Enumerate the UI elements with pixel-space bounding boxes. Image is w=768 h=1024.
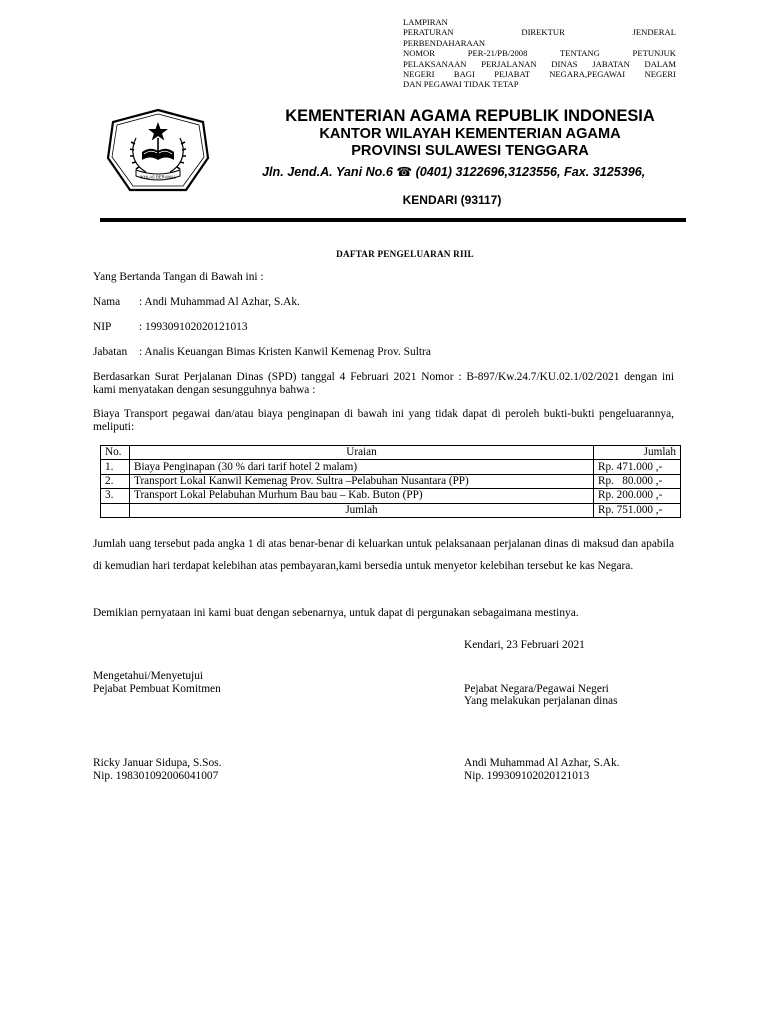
lampiran-line: PERATURAN DIREKTUR JENDERAL (403, 27, 676, 38)
table-row (101, 460, 681, 474)
field-row-nama (93, 296, 300, 309)
left-sign-title1: Mengetahui/Menyetujui (93, 670, 204, 682)
field-row-jabatan (93, 346, 431, 359)
right-sign-nip: Nip. 199309102020121013 (464, 770, 590, 782)
table-total-row (101, 503, 681, 517)
row-jumlah: Rp. 471.000 ,- (594, 460, 681, 474)
logo-motto: IKHLAS BERAMAL (139, 174, 177, 180)
spd-paragraph-line: Berdasarkan Surat Perjalanan Dinas (SPD) tanggal 4 Februari 2021 Nomor : B-897/Kw.24.7/KU.02.1/02/2021 dengan ini (93, 371, 674, 383)
total-label: Jumlah (130, 503, 594, 517)
ministry-name: KEMENTERIAN AGAMA REPUBLIK INDONESIA (285, 107, 655, 125)
left-sign-title2: Pejabat Pembuat Komitmen (93, 683, 221, 695)
field-row-nip (93, 321, 248, 334)
total-empty-cell (101, 503, 130, 517)
right-sign-title1: Pejabat Negara/Pegawai Negeri (464, 683, 609, 695)
header-jumlah: Jumlah (594, 446, 681, 460)
document-title: DAFTAR PENGELUARAN RIIL (336, 249, 474, 259)
row-jumlah: Rp. 80.000 ,- (594, 474, 681, 488)
statement-paragraph: Jumlah uang tersebut pada angka 1 di atas benar-benar di keluarkan untuk pelaksanaan perjalanan dinas di maksud dan apabila di kemudian hari terdapat kelebihan atas pembayaran,kami bersedia untuk menyetor kelebihan tersebut ke kas Negara. (93, 538, 674, 572)
header-divider (100, 218, 686, 222)
province-name: PROVINSI SULAWESI TENGGARA (351, 143, 589, 159)
header-uraian: Uraian (130, 446, 594, 460)
address-phone: (0401) 3122696,3123556, Fax. 3125396, (415, 165, 646, 179)
field-label: NIP (93, 321, 112, 333)
row-uraian: Transport Lokal Pelabuhan Murhum Bau bau – Kab. Buton (PP) (130, 489, 594, 503)
lampiran-line: NOMOR PER-21/PB/2008 TENTANG PETUNJUK (403, 48, 676, 59)
row-jumlah: Rp. 200.000 ,- (594, 489, 681, 503)
biaya-paragraph (93, 408, 674, 433)
closing-paragraph: Demikian pernyataan ini kami buat dengan sebenarnya, untuk dapat di pergunakan sebagaimana mestinya. (93, 607, 579, 619)
expense-table (100, 445, 681, 518)
left-sign-nip: Nip. 198301092006041007 (93, 770, 219, 782)
lampiran-line: LAMPIRAN (403, 17, 448, 27)
kemenag-logo (106, 108, 210, 194)
row-no: 2. (101, 474, 130, 488)
row-no: 3. (101, 489, 130, 503)
lampiran-line: PERBENDAHARAAN (403, 37, 486, 48)
address-street: Jln. Jend.A. Yani No.6 (262, 165, 393, 179)
row-uraian: Biaya Penginapan (30 % dari tarif hotel 2 malam) (130, 460, 594, 474)
field-label: Jabatan (93, 346, 128, 358)
office-address (262, 164, 645, 179)
biaya-paragraph-line: Biaya Transport pegawai dan/atau biaya penginapan di bawah ini yang tidak dapat di peroleh bukti-bukti pengeluarannya, (93, 408, 674, 420)
field-value: : 199309102020121013 (139, 321, 248, 333)
telephone-icon: ☎ (396, 165, 413, 179)
row-uraian: Transport Lokal Kanwil Kemenag Prov. Sultra –Pelabuhan Nusantara (PP) (130, 474, 594, 488)
spd-paragraph (93, 371, 674, 396)
lampiran-line: PELAKSANAAN PERJALANAN DINAS JABATAN DALAM (403, 58, 676, 69)
spd-paragraph-line: kami menyatakan dengan sesungguhnya bahwa : (93, 383, 316, 396)
lampiran-block (403, 17, 676, 90)
biaya-paragraph-line: meliputi: (93, 420, 135, 433)
lampiran-line: DAN PEGAWAI TIDAK TETAP (403, 79, 519, 90)
intro-text: Yang Bertanda Tangan di Bawah ini : (93, 271, 264, 283)
office-city: KENDARI (93117) (402, 193, 502, 207)
row-no: 1. (101, 460, 130, 474)
field-value: : Andi Muhammad Al Azhar, S.Ak. (139, 296, 300, 308)
right-sign-title2: Yang melakukan perjalanan dinas (464, 695, 618, 707)
header-no: No. (101, 446, 130, 460)
table-header-row (101, 446, 681, 460)
field-value: : Analis Keuangan Bimas Kristen Kanwil Kemenag Prov. Sultra (139, 346, 431, 358)
total-value: Rp. 751.000 ,- (594, 503, 681, 517)
office-name: KANTOR WILAYAH KEMENTERIAN AGAMA (319, 126, 621, 142)
field-label: Nama (93, 296, 121, 308)
right-sign-name: Andi Muhammad Al Azhar, S.Ak. (464, 757, 620, 769)
left-sign-name: Ricky Januar Sidupa, S.Sos. (93, 757, 222, 769)
lampiran-line: NEGERI BAGI PEJABAT NEGARA,PEGAWAI NEGERI (403, 69, 676, 80)
table-row (101, 474, 681, 488)
place-date: Kendari, 23 Februari 2021 (464, 639, 585, 651)
table-row (101, 489, 681, 503)
